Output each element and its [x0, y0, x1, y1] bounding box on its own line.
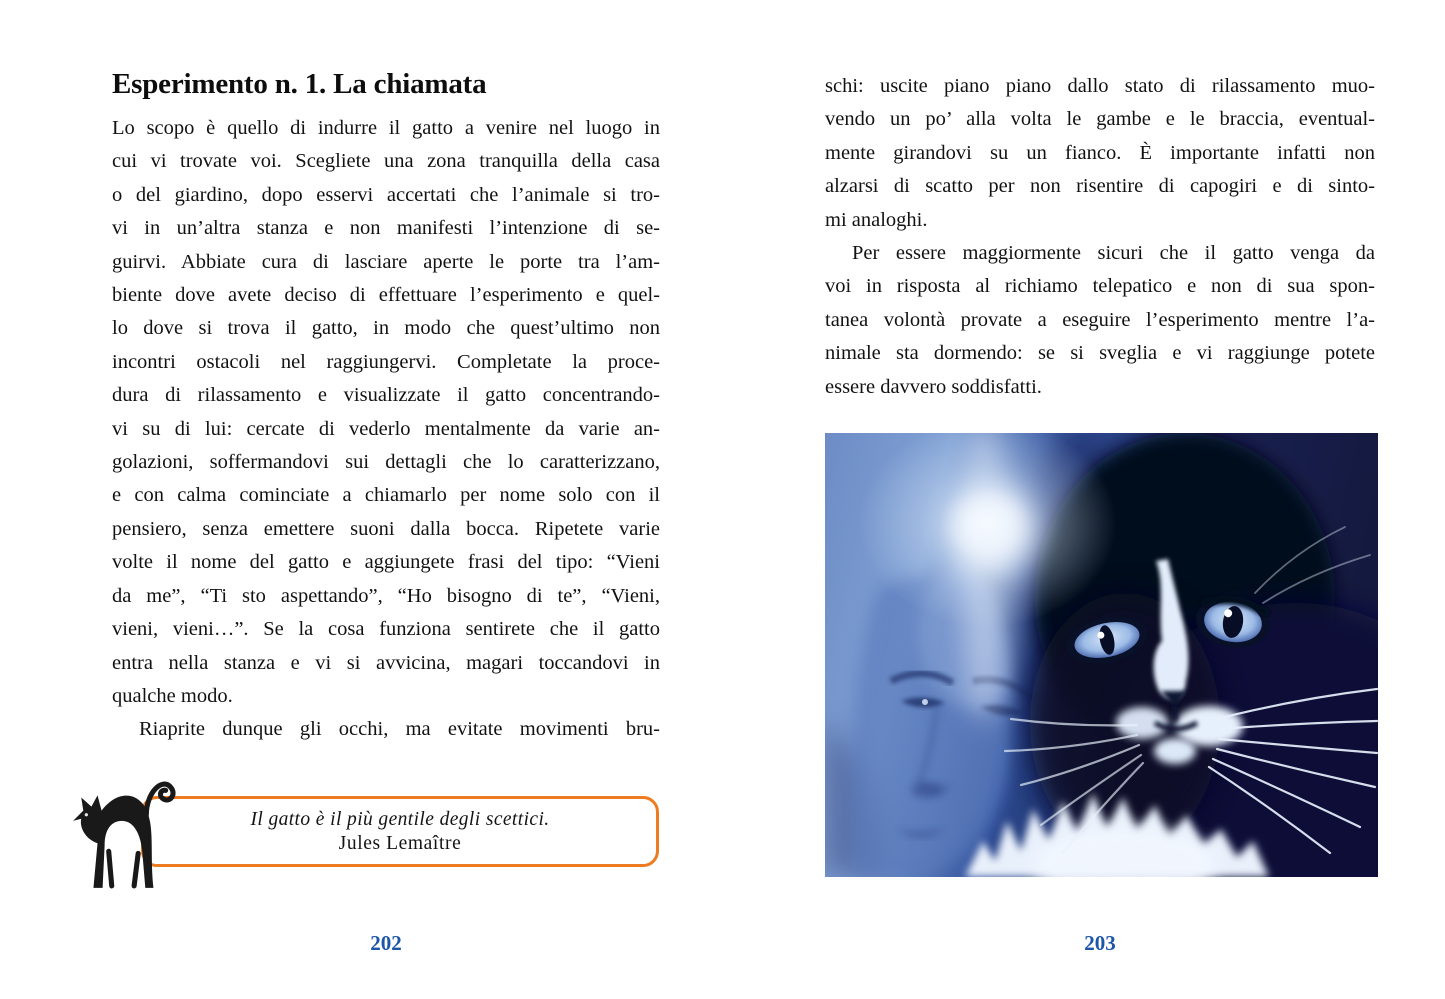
- text-line: da me”, “Ti sto aspettando”, “Ho bisogno di te”, “Vieni,: [112, 584, 660, 607]
- text-line: e con calma cominciate a chiamarlo per nome solo con il: [112, 484, 660, 507]
- text-line: vi in un’altra stanza e non manifesti l’intenzione di se-: [112, 217, 660, 240]
- text-line: schi: uscite piano piano dallo stato di rilassamento muo-: [825, 75, 1375, 97]
- cat-front-leg: [109, 851, 112, 886]
- text-line: Per essere maggiormente sicuri che il gatto venga da: [852, 242, 1375, 265]
- paragraph: [112, 112, 660, 713]
- text-line: voi in risposta al richiamo telepatico e non di sua spon-: [825, 275, 1375, 298]
- quote-text: Il gatto è il più gentile degli scettici.: [250, 808, 550, 830]
- text-line: tanea volontà provate a eseguire l’esperimento mentre l’a-: [825, 308, 1375, 331]
- cat-body: [73, 795, 153, 888]
- text-line: Riaprite dunque gli occhi, ma evitate movimenti bru-: [139, 718, 660, 741]
- left-page-body: [112, 112, 660, 747]
- text-line: vendo un po’ alla volta le gambe e le braccia, eventual-: [825, 108, 1375, 131]
- paragraph: [825, 237, 1375, 404]
- black-cat-icon: [62, 770, 192, 892]
- cat-eye: [85, 813, 88, 816]
- text-line: cui vi trovate voi. Scegliete una zona tranquilla della casa: [112, 150, 660, 173]
- text-line: qualche modo.: [112, 684, 233, 707]
- text-line: entra nella stanza e vi si avvicina, magari toccandovi in: [112, 651, 660, 674]
- right-page-body: [825, 70, 1375, 404]
- text-line: lo dove si trova il gatto, in modo che quest’ultimo non: [112, 317, 660, 340]
- text-line: mi analoghi.: [825, 208, 928, 231]
- text-line: dura di rilassamento e visualizzate il gatto concentrando-: [112, 384, 660, 407]
- text-line: o del giardino, dopo esservi accertati che l’animale si tro-: [112, 183, 660, 206]
- text-line: guirvi. Abbiate cura di lasciare aperte le porte tra l’am-: [112, 250, 660, 273]
- page-number-right: 203: [1084, 931, 1116, 955]
- text-line: vieni, vieni…”. Se la cosa funziona sentirete che il gatto: [112, 618, 660, 641]
- text-line: incontri ostacoli nel raggiungervi. Completate la proce-: [112, 350, 660, 373]
- text-line: pensiero, senza emettere suoni dalla bocca. Ripetete varie: [112, 517, 660, 540]
- page-number-left: 202: [370, 931, 402, 955]
- cat-tail: [146, 784, 173, 815]
- text-line: biente dove avete deciso di effettuare l’esperimento e quel-: [112, 284, 660, 307]
- text-line: golazioni, soffermandovi sui dettagli che lo caratterizzano,: [112, 451, 660, 474]
- paragraph: [112, 713, 660, 746]
- chapter-heading: Esperimento n. 1. La chiamata: [112, 68, 487, 100]
- text-line: alzarsi di scatto per non risentire di capogiri e di sinto-: [825, 175, 1375, 198]
- text-line: Lo scopo è quello di indurre il gatto a venire nel luogo in: [112, 117, 660, 139]
- text-line: volte il nome del gatto e aggiungete frasi del tipo: “Vieni: [112, 551, 660, 574]
- quote-author: Jules Lemaître: [338, 832, 462, 854]
- telepathy-cat-photo: [825, 433, 1378, 877]
- cat-rear-leg: [134, 853, 138, 886]
- text-line: essere davvero soddisfatti.: [825, 375, 1042, 398]
- paragraph: [825, 70, 1375, 237]
- quote-box: [141, 796, 659, 867]
- text-line: mente girandovi su un fianco. È importante infatti non: [825, 141, 1375, 164]
- text-line: nimale sta dormendo: se si sveglia e vi raggiunge potete: [825, 342, 1375, 365]
- text-line: vi su di lui: cercate di vederlo mentalmente da varie an-: [112, 417, 660, 440]
